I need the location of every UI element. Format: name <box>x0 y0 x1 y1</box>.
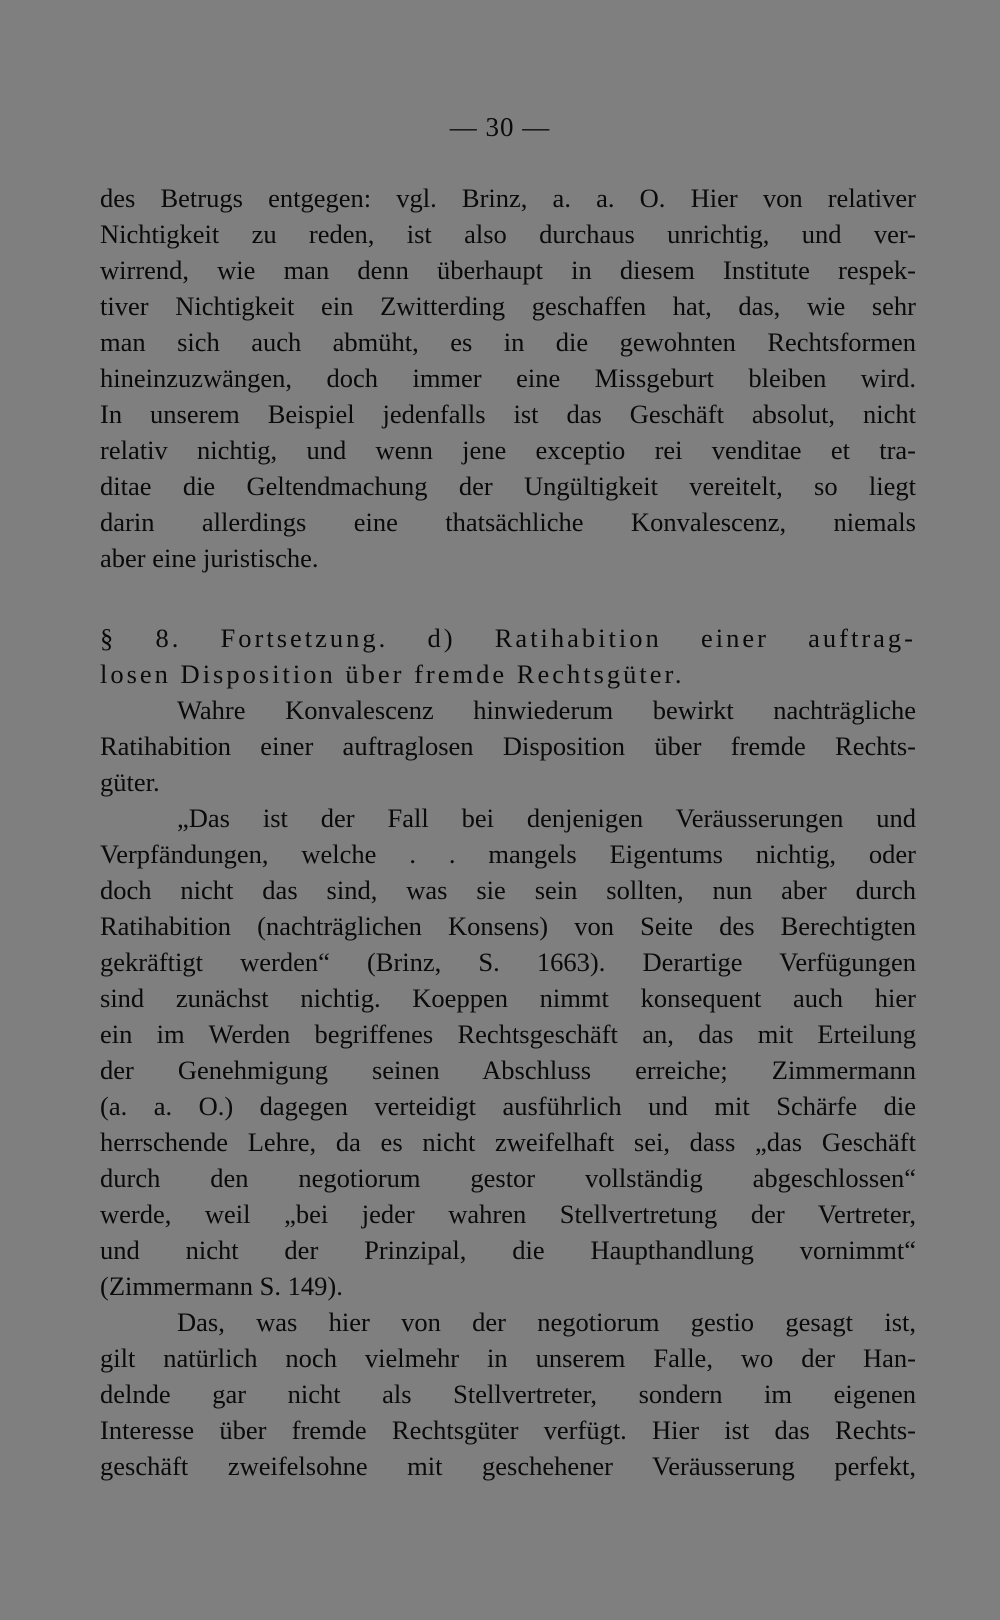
text-line: Ratihabition einer auftraglosen Disposition über fremde Rechts- <box>100 731 916 761</box>
text-line: delnde gar nicht als Stellvertreter, sondern im eigenen <box>100 1379 916 1409</box>
text-line: ein im Werden begriffenes Rechtsgeschäft an, das mit Erteilung <box>100 1019 916 1049</box>
text-line: sind zunächst nichtig. Koeppen nimmt konsequent auch hier <box>100 983 916 1013</box>
text-line: des Betrugs entgegen: vgl. Brinz, a. a. O. Hier von relativer <box>100 183 916 213</box>
text-line: man sich auch abmüht, es in die gewohnten Rechtsformen <box>100 327 916 357</box>
text-line: (Zimmermann S. 149). <box>100 1271 343 1301</box>
text-line: Ratihabition (nachträglichen Konsens) von Seite des Berechtigten <box>100 911 916 941</box>
text-line: der Genehmigung seinen Abschluss erreiche; Zimmermann <box>100 1055 916 1085</box>
text-line: durch den negotiorum gestor vollständig abgeschlossen“ <box>100 1163 916 1193</box>
text-line: hineinzuzwängen, doch immer eine Missgeburt bleiben wird. <box>100 363 916 393</box>
text-line: tiver Nichtigkeit ein Zwitterding geschaffen hat, das, wie sehr <box>100 291 916 321</box>
section-heading-line: losen Disposition über fremde Rechtsgüter. <box>100 659 685 689</box>
text-line: darin allerdings eine thatsächliche Konvalescenz, niemals <box>100 507 916 537</box>
text-line: gekräftigt werden“ (Brinz, S. 1663). Derartige Verfügungen <box>100 947 916 977</box>
text-line: güter. <box>100 767 160 797</box>
text-line: Nichtigkeit zu reden, ist also durchaus unrichtig, und ver- <box>100 219 916 249</box>
text-line: wirrend, wie man denn überhaupt in diesem Institute respek- <box>100 255 916 285</box>
section-heading-line: § 8. Fortsetzung. d) Ratihabition einer auftrag- <box>100 623 916 653</box>
text-line: Wahre Konvalescenz hinwiederum bewirkt nachträgliche <box>177 695 916 725</box>
text-line: Verpfändungen, welche . . mangels Eigentums nichtig, oder <box>100 839 916 869</box>
text-line: „Das ist der Fall bei denjenigen Veräusserungen und <box>177 803 916 833</box>
text-line: geschäft zweifelsohne mit geschehener Veräusserung perfekt, <box>100 1451 916 1481</box>
text-line: Interesse über fremde Rechtsgüter verfügt. Hier ist das Rechts- <box>100 1415 916 1445</box>
text-line: herrschende Lehre, da es nicht zweifelhaft sei, dass „das Geschäft <box>100 1127 916 1157</box>
text-line: werde, weil „bei jeder wahren Stellvertretung der Vertreter, <box>100 1199 916 1229</box>
text-line: relativ nichtig, und wenn jene exceptio rei venditae et tra- <box>100 435 916 465</box>
text-line: (a. a. O.) dagegen verteidigt ausführlich und mit Schärfe die <box>100 1091 916 1121</box>
text-line: und nicht der Prinzipal, die Haupthandlung vornimmt“ <box>100 1235 916 1265</box>
text-line: ditae die Geltendmachung der Ungültigkeit vereitelt, so liegt <box>100 471 916 501</box>
page-number: — 30 — <box>449 112 551 142</box>
text-line: In unserem Beispiel jedenfalls ist das Geschäft absolut, nicht <box>100 399 916 429</box>
text-line: Das, was hier von der negotiorum gestio gesagt ist, <box>177 1307 916 1337</box>
text-line: gilt natürlich noch vielmehr in unserem Falle, wo der Han- <box>100 1343 916 1373</box>
text-line: doch nicht das sind, was sie sein sollten, nun aber durch <box>100 875 916 905</box>
text-line: aber eine juristische. <box>100 543 319 573</box>
